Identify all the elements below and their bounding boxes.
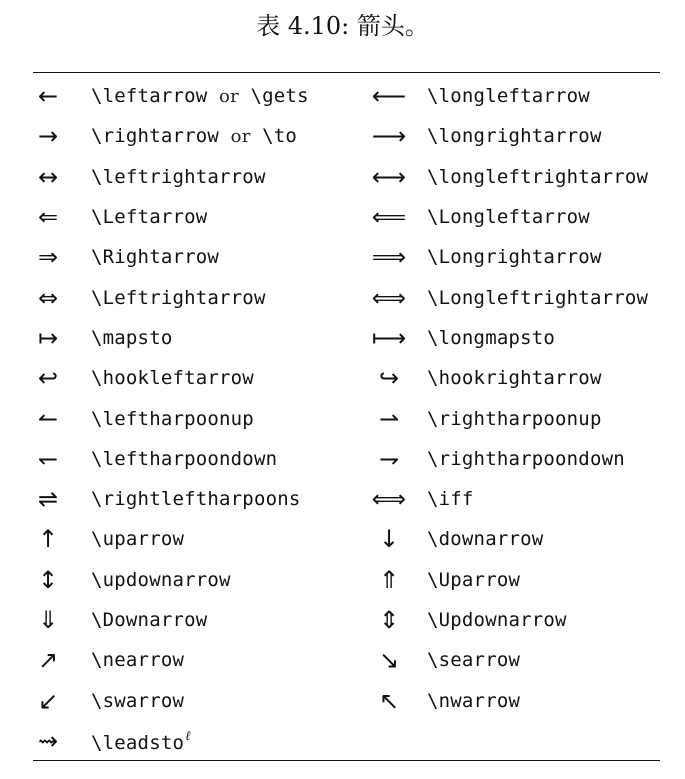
command-text: \leftharpoondown: [91, 447, 278, 470]
column-gap: [63, 519, 91, 559]
arrow-symbol: ↩: [37, 364, 59, 393]
command-text: \rightarrow: [91, 125, 220, 148]
command-text: \leftharpoonup: [91, 407, 254, 430]
arrow-symbol: →: [37, 122, 59, 151]
arrow-symbol: ↘: [378, 646, 400, 675]
command-name: [91, 600, 369, 640]
arrow-symbol: ⇔: [37, 283, 59, 312]
command-name: [91, 76, 369, 116]
command-name: \longleftarrow: [427, 85, 590, 108]
arrow-symbol: ⟶: [371, 122, 407, 151]
column-gap: [409, 237, 427, 277]
column-gap: [63, 116, 91, 156]
command-name: \rightharpoondown: [427, 447, 625, 470]
table-row: [33, 439, 660, 479]
command-name: \Longleftarrow: [427, 206, 590, 229]
arrow-symbol: ↖: [378, 686, 400, 715]
column-gap: [409, 197, 427, 237]
arrow-symbol: ⟵: [371, 82, 407, 111]
column-gap: [63, 680, 91, 720]
command-name: \Longleftrightarrow: [427, 286, 649, 309]
command-text: \leadsto: [91, 731, 185, 754]
column-gap: [63, 197, 91, 237]
arrow-symbol: ↽: [37, 444, 59, 473]
arrow-symbol: ←: [37, 82, 59, 111]
command-name: \nwarrow: [427, 689, 521, 712]
command-name: \searrow: [427, 649, 521, 672]
command-name: \iff: [427, 488, 474, 511]
arrow-symbol: ⇕: [378, 606, 400, 634]
column-gap: [409, 640, 427, 680]
table-row: [33, 116, 660, 156]
command-name: [91, 358, 369, 398]
table-row: [33, 318, 660, 358]
command-text: \rightleftharpoons: [91, 488, 301, 511]
bottom-rule: [33, 760, 660, 761]
command-name: [91, 237, 369, 277]
arrow-symbol: ⟸: [371, 203, 407, 232]
arrow-symbol: ↗: [37, 646, 59, 675]
arrow-symbol: ↙: [37, 686, 59, 715]
column-gap: [409, 600, 427, 640]
column-gap: [63, 600, 91, 640]
column-gap: [63, 398, 91, 438]
command-name: [91, 439, 369, 479]
command-text: \mapsto: [91, 326, 173, 349]
arrow-symbol: ↓: [378, 525, 400, 554]
arrow-symbol: ⇌: [37, 485, 59, 514]
command-name: [91, 680, 369, 720]
table-caption: 表 4.10: 箭头。: [256, 12, 429, 40]
column-gap: [409, 358, 427, 398]
table-row: [33, 398, 660, 438]
command-text: \leftrightarrow: [91, 165, 266, 188]
arrows-table: [33, 76, 660, 761]
arrow-symbol: ⟷: [371, 162, 407, 191]
arrow-symbol: ⇓: [37, 606, 59, 634]
column-gap: [409, 560, 427, 600]
command-name: \longleftrightarrow: [427, 165, 649, 188]
arrow-symbol: ⇑: [378, 565, 400, 594]
command-text: \Leftrightarrow: [91, 286, 266, 309]
column-gap: [409, 680, 427, 720]
command-name: [91, 277, 369, 317]
command-text: \hookleftarrow: [91, 367, 254, 390]
command-name: [91, 721, 369, 761]
column-gap: [63, 721, 91, 761]
footnote-mark: ℓ: [185, 728, 191, 744]
command-name: [91, 398, 369, 438]
column-gap: [63, 640, 91, 680]
column-gap: [409, 439, 427, 479]
column-gap: [63, 439, 91, 479]
table-row: [33, 479, 660, 519]
column-gap: [409, 721, 427, 761]
arrow-symbol: ⟺: [371, 485, 407, 514]
command-name: \longrightarrow: [427, 125, 602, 148]
column-gap: [63, 277, 91, 317]
table-row: [33, 560, 660, 600]
command-name: \Longrightarrow: [427, 246, 602, 269]
arrow-symbol: ↼: [37, 404, 59, 433]
arrow-symbol: ↕: [37, 565, 59, 594]
table-row: [33, 76, 660, 116]
command-name: [91, 519, 369, 559]
command-text: \updownarrow: [91, 568, 231, 591]
column-gap: [409, 76, 427, 116]
arrow-symbol: ⇒: [37, 243, 59, 272]
column-gap: [63, 157, 91, 197]
table-row: [33, 721, 660, 761]
arrow-symbol: ↦: [37, 323, 59, 352]
column-gap: [409, 277, 427, 317]
table-row: [33, 519, 660, 559]
command-name: \Updownarrow: [427, 609, 567, 631]
command-name: [91, 197, 369, 237]
command-name: [91, 318, 369, 358]
column-gap: [63, 318, 91, 358]
command-name: \rightharpoonup: [427, 407, 602, 430]
command-name: [91, 157, 369, 197]
table-row: [33, 640, 660, 680]
column-gap: [63, 479, 91, 519]
command-alias: \to: [262, 125, 298, 148]
column-gap: [409, 398, 427, 438]
arrow-symbol: ⟺: [371, 283, 407, 312]
column-gap: [409, 116, 427, 156]
arrow-symbol: ↪: [378, 364, 400, 393]
table-row: [33, 600, 660, 640]
arrow-symbol: ⟹: [371, 243, 407, 272]
command-text: \leftarrow: [91, 85, 208, 108]
arrow-symbol: ⇝: [37, 726, 59, 755]
arrow-symbol: ↑: [37, 525, 59, 554]
column-gap: [409, 157, 427, 197]
column-gap: [409, 318, 427, 358]
table-row: [33, 358, 660, 398]
command-text: \nearrow: [91, 649, 185, 672]
command-name: [91, 560, 369, 600]
command-name: [91, 116, 369, 156]
command-text: \Rightarrow: [91, 246, 220, 269]
arrow-symbol: [369, 721, 409, 761]
command-name: \downarrow: [427, 528, 544, 551]
arrow-symbol: ↔: [37, 162, 59, 191]
command-name: [91, 640, 369, 680]
top-rule: [33, 72, 660, 73]
command-text: \Leftarrow: [91, 206, 208, 229]
table-row: [33, 197, 660, 237]
arrow-symbol: ⇐: [37, 203, 59, 232]
command-text: \swarrow: [91, 689, 185, 712]
table-row: [33, 680, 660, 720]
column-gap: [63, 358, 91, 398]
command-name: \longmapsto: [427, 326, 556, 349]
column-gap: [63, 560, 91, 600]
column-gap: [409, 519, 427, 559]
or-word: or: [230, 126, 251, 148]
command-name: \Uparrow: [427, 568, 521, 591]
column-gap: [63, 76, 91, 116]
arrow-symbol: ⇀: [378, 404, 400, 433]
table-row: [33, 157, 660, 197]
column-gap: [409, 479, 427, 519]
table-row: [33, 277, 660, 317]
command-name: [91, 479, 369, 519]
or-word: or: [219, 86, 239, 108]
command-alias: \gets: [250, 85, 309, 108]
command-name: [427, 721, 660, 761]
arrow-symbol: ⟼: [371, 323, 407, 352]
column-gap: [63, 237, 91, 277]
command-text: \Downarrow: [91, 609, 208, 631]
command-text: \uparrow: [91, 528, 185, 551]
arrow-symbol: ⇁: [378, 444, 400, 473]
table-row: [33, 237, 660, 277]
command-name: \hookrightarrow: [427, 367, 602, 390]
